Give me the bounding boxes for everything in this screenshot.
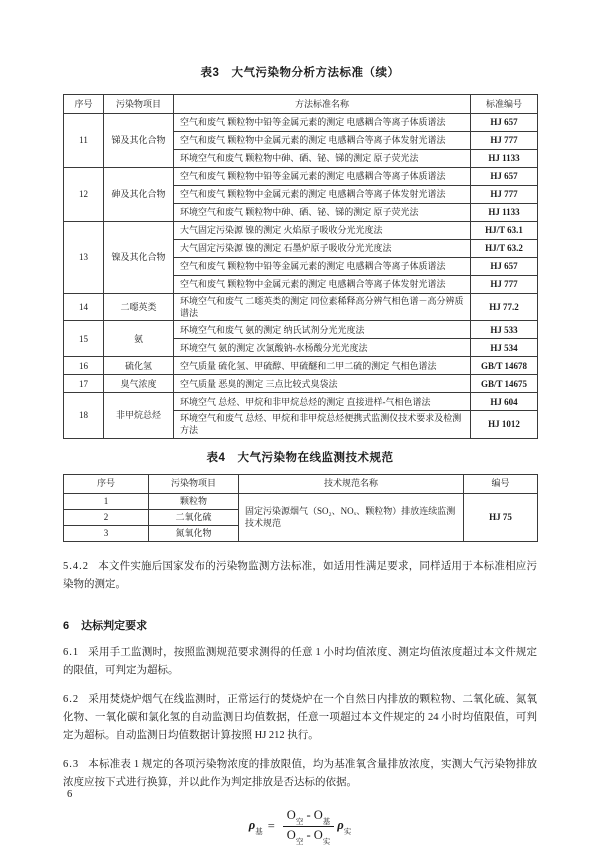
formula-num-o2: O	[313, 807, 323, 822]
table3-cell-no: 11	[64, 114, 104, 168]
table3-cell-no: 17	[64, 375, 104, 393]
formula-denominator	[287, 827, 330, 845]
table4-header-code: 编号	[464, 474, 538, 493]
table3-body	[64, 114, 538, 439]
table3-cell-method: 环境空气和废气 二噁英类的测定 同位素稀释高分辨气相色谱－高分辨质谱法	[174, 294, 471, 321]
table4-header-row	[64, 474, 538, 493]
table3-cell-pollutant: 二噁英类	[104, 294, 174, 321]
table3-cell-code: GB/T 14675	[471, 375, 538, 393]
table3-row	[64, 168, 538, 186]
clause-63-label: 6.3	[63, 758, 80, 770]
table3-row	[64, 375, 538, 393]
formula-den-o2: O	[313, 827, 323, 842]
table3-cell-no: 16	[64, 357, 104, 375]
table3-cell-code: HJ 657	[471, 168, 538, 186]
table3-cell-method: 大气固定污染源 镍的测定 火焰原子吸收分光光度法	[174, 222, 471, 240]
table3-row	[64, 321, 538, 339]
formula-num-minus: -	[306, 807, 311, 822]
table3-header-code: 标准编号	[471, 95, 538, 114]
table3-cell-code: HJ 604	[471, 393, 538, 411]
table3-cell-code: HJ 77.2	[471, 294, 538, 321]
table3-cell-pollutant: 镍及其化合物	[104, 222, 174, 294]
table3-cell-method: 环境空气和废气 总烃、甲烷和非甲烷总烃便携式监测仪技术要求及检测方法	[174, 411, 471, 438]
page-number: 6	[67, 789, 73, 800]
table3-cell-method: 环境空气和废气 颗粒物中砷、硒、铋、锑的测定 原子荧光法	[174, 204, 471, 222]
formula-lhs-subscript: 基	[255, 827, 263, 837]
table3-cell-code: HJ 1133	[471, 204, 538, 222]
online-monitoring-spec-table	[63, 474, 538, 542]
table3-cell-method: 空气和废气 颗粒物中金属元素的测定 电感耦合等离子体发射光谱法	[174, 186, 471, 204]
table3-cell-pollutant: 硫化氢	[104, 357, 174, 375]
table3-title-label: 表3	[200, 67, 220, 79]
table3-cell-no: 12	[64, 168, 104, 222]
formula-fraction	[283, 808, 334, 845]
clause-63	[63, 756, 537, 792]
table4-cell-pollutant: 二氧化硫	[149, 509, 239, 525]
table3-cell-code: HJ/T 63.2	[471, 240, 538, 258]
table3-cell-code: HJ 777	[471, 276, 538, 294]
table4-cell-no: 1	[64, 493, 149, 509]
table3-header-method: 方法标准名称	[174, 95, 471, 114]
table3-row	[64, 294, 538, 321]
table4-header-no: 序号	[64, 474, 149, 493]
table3-cell-no: 18	[64, 393, 104, 438]
table4-title-text: 大气污染物在线监测技术规范	[237, 451, 394, 464]
table4-title-label: 表4	[206, 451, 226, 464]
table4-cell-pollutant: 颗粒物	[149, 493, 239, 509]
table3-cell-method: 空气和废气 颗粒物中铅等金属元素的测定 电感耦合等离子体质谱法	[174, 168, 471, 186]
table3-header-no: 序号	[64, 95, 104, 114]
table3-cell-pollutant: 锑及其化合物	[104, 114, 174, 168]
clause-61	[63, 644, 537, 680]
section-6-heading	[63, 617, 537, 633]
clause-62	[63, 691, 537, 745]
table3-title	[63, 64, 537, 80]
table3-cell-code: HJ 657	[471, 258, 538, 276]
clause-61-label: 6.1	[63, 646, 80, 658]
clause-542	[63, 558, 537, 594]
formula-den-o1: O	[286, 827, 296, 842]
table3-cell-code: HJ 777	[471, 132, 538, 150]
table4-cell-code: HJ 75	[464, 493, 538, 541]
section-6-number: 6	[63, 619, 70, 632]
clause-542-text: 本文件实施后国家发布的污染物监测方法标准，如适用性满足要求，同样适用于本标准相应污染物的测定。	[63, 560, 537, 590]
table3-title-text: 大气污染物分析方法标准（续）	[231, 67, 400, 79]
formula-lhs: ρ	[248, 817, 256, 832]
section-6-title: 达标判定要求	[81, 619, 148, 632]
formula-rhs-subscript: 实	[343, 827, 352, 837]
table3-cell-method: 空气和废气 颗粒物中金属元素的测定 电感耦合等离子体发射光谱法	[174, 276, 471, 294]
table3-cell-method: 环境空气和废气 颗粒物中砷、硒、铋、锑的测定 原子荧光法	[174, 150, 471, 168]
table3-cell-pollutant: 氨	[104, 321, 174, 357]
formula-rhs: ρ	[337, 817, 344, 832]
table4-cell-no: 3	[64, 525, 149, 541]
table3-row	[64, 114, 538, 132]
table4-cell-spec: 固定污染源烟气（SO₂、NOₓ、颗粒物）排放连续监测技术规范	[239, 493, 464, 541]
table3-row	[64, 393, 538, 411]
table3-header-pollutant: 污染物项目	[104, 95, 174, 114]
clause-63-text: 本标准表 1 规定的各项污染物浓度的排放限值，均为基准氧含量排放浓度，实测大气污染物排放浓度应按下式进行换算，并以此作为判定排放是否达标的依据。	[63, 758, 537, 788]
table3-cell-code: HJ 1133	[471, 150, 538, 168]
table4-header-spec: 技术规范名称	[239, 474, 464, 493]
table3-cell-method: 空气和废气 颗粒物中铅等金属元素的测定 电感耦合等离子体质谱法	[174, 114, 471, 132]
table3-cell-pollutant: 非甲烷总烃	[104, 393, 174, 438]
table3-cell-pollutant: 臭气浓度	[104, 375, 174, 393]
table3-cell-code: HJ 534	[471, 339, 538, 357]
table3-cell-no: 13	[64, 222, 104, 294]
table3-cell-code: HJ 777	[471, 186, 538, 204]
analysis-methods-table	[63, 94, 538, 439]
table3-cell-code: HJ 1012	[471, 411, 538, 438]
table3-header-row	[64, 95, 538, 114]
formula-den-o2-sub: 实	[322, 837, 331, 847]
table3-cell-code: HJ/T 63.1	[471, 222, 538, 240]
formula-den-o1-sub: 空	[295, 837, 304, 847]
table3-row	[64, 357, 538, 375]
table3-row	[64, 222, 538, 240]
table3-cell-method: 环境空气 氨的测定 次氯酸钠-水杨酸分光光度法	[174, 339, 471, 357]
table3-cell-code: HJ 533	[471, 321, 538, 339]
table4-row	[64, 493, 538, 509]
formula-den-minus: -	[306, 827, 311, 842]
formula-numerator	[283, 808, 334, 827]
clause-62-label: 6.2	[63, 693, 80, 705]
formula-num-o2-sub: 基	[322, 817, 331, 827]
formula-num-o1: O	[286, 807, 296, 822]
table3-cell-no: 15	[64, 321, 104, 357]
table3-cell-code: GB/T 14678	[471, 357, 538, 375]
table3-cell-method: 空气质量 硫化氢、甲硫醇、甲硫醚和二甲二硫的测定 气相色谱法	[174, 357, 471, 375]
table3-cell-method: 空气和废气 颗粒物中铅等金属元素的测定 电感耦合等离子体质谱法	[174, 258, 471, 276]
table3-cell-no: 14	[64, 294, 104, 321]
table4-title	[63, 449, 537, 465]
oxygen-correction-formula	[249, 808, 351, 845]
clause-61-text: 采用手工监测时，按照监测规范要求测得的任意 1 小时均值浓度、测定均值浓度超过本文件规定的限值，可判定为超标。	[63, 646, 537, 676]
formula-num-o1-sub: 空	[295, 817, 304, 827]
table3-cell-code: HJ 657	[471, 114, 538, 132]
formula-equals: =	[267, 818, 275, 833]
table4-body	[64, 493, 538, 541]
table3-cell-pollutant: 砷及其化合物	[104, 168, 174, 222]
clause-62-text: 采用焚烧炉烟气在线监测时，正常运行的焚烧炉在一个自然日内排放的颗粒物、二氧化硫、氮氧化物、一氧化碳和氯化氢的自动监测日均值数据，任意一项超过本文件规定的 24 小时均值限值，可判定为超标。自动监测日均值数据计算按照 HJ 212 执行。	[63, 693, 537, 741]
table3-cell-method: 大气固定污染源 镍的测定 石墨炉原子吸收分光光度法	[174, 240, 471, 258]
table3-cell-method: 空气和废气 颗粒物中金属元素的测定 电感耦合等离子体发射光谱法	[174, 132, 471, 150]
oxygen-correction-formula-wrap	[63, 808, 537, 845]
table4-header-pollutant: 污染物项目	[149, 474, 239, 493]
table3-cell-method: 环境空气 总烃、甲烷和非甲烷总烃的测定 直接进样-气相色谱法	[174, 393, 471, 411]
table3-cell-method: 空气质量 恶臭的测定 三点比较式臭袋法	[174, 375, 471, 393]
table4-cell-pollutant: 氮氧化物	[149, 525, 239, 541]
clause-542-label: 5.4.2	[63, 560, 89, 572]
table4-cell-no: 2	[64, 509, 149, 525]
table3-cell-method: 环境空气和废气 氨的测定 纳氏试剂分光光度法	[174, 321, 471, 339]
